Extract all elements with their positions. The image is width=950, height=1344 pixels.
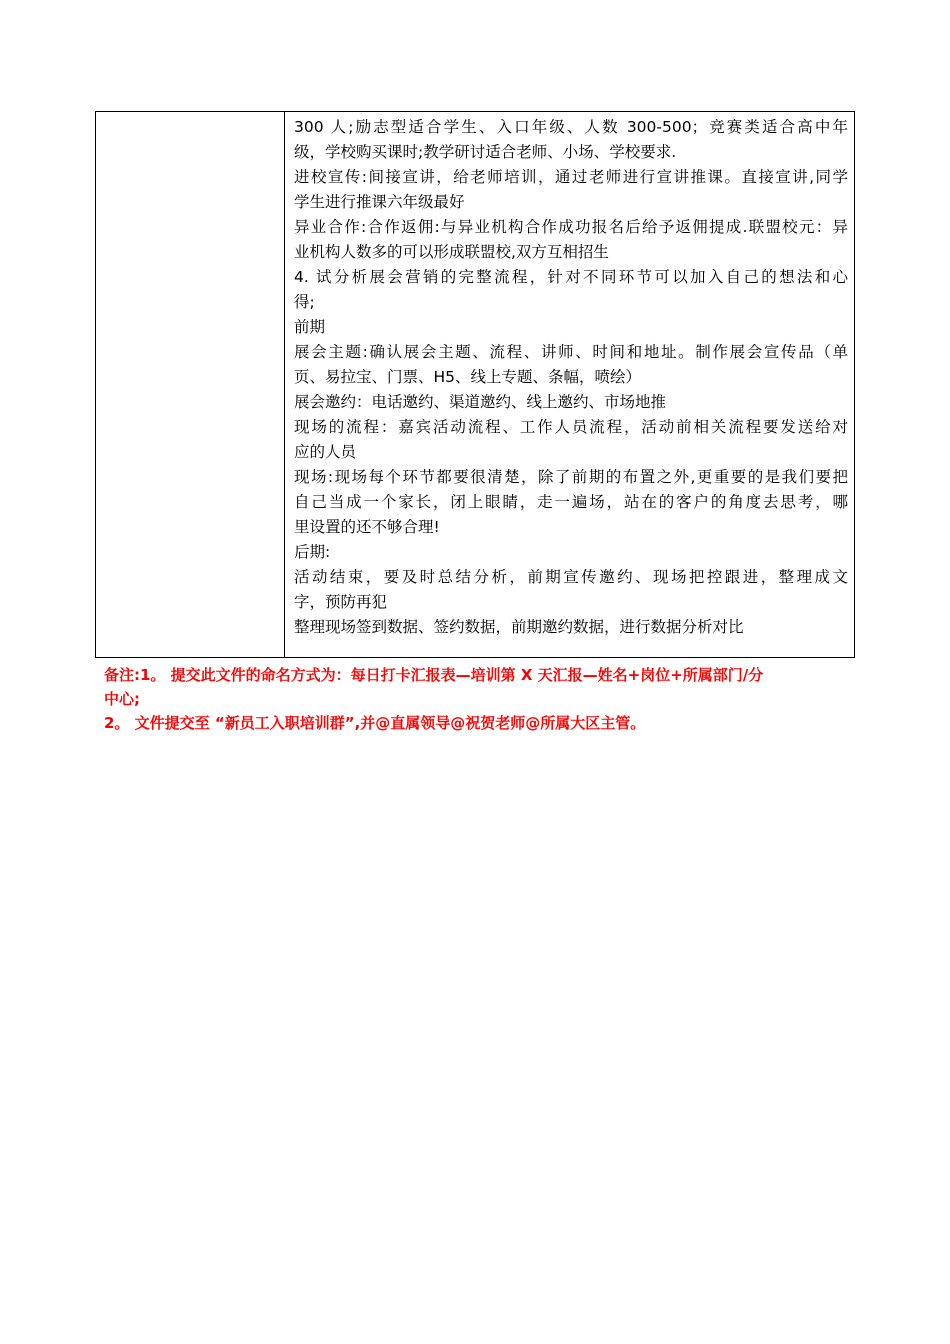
content-line: 前期 bbox=[294, 318, 326, 336]
content-line: 现场的流程：嘉宾活动流程、工作人员流程，活动前相关流程要发送给对 bbox=[294, 418, 848, 436]
note-line-2: 中心; bbox=[104, 690, 140, 708]
content-line: 业机构人数多的可以形成联盟校,双方互相招生 bbox=[294, 243, 609, 261]
table-left-cell bbox=[96, 112, 285, 657]
content-line: 活动结束，要及时总结分析，前期宣传邀约、现场把控跟进，整理成文 bbox=[294, 568, 848, 586]
content-line: 现场:现场每个环节都要很清楚，除了前期的布置之外,更重要的是我们要把 bbox=[294, 468, 848, 486]
content-line: 4. 试分析展会营销的完整流程，针对不同环节可以加入自己的想法和心 bbox=[294, 268, 848, 286]
content-line: 整理现场签到数据、签约数据，前期邀约数据，进行数据分析对比 bbox=[294, 618, 744, 636]
note-line-1: 备注:1。 提交此文件的命名方式为：每日打卡汇报表—培训第 X 天汇报—姓名+岗位+所属部门/分 bbox=[104, 666, 764, 684]
content-line: 里设置的还不够合理! bbox=[294, 518, 440, 536]
content-line: 得; bbox=[294, 293, 315, 311]
content-line: 级，学校购买课时;教学研讨适合老师、小场、学校要求. bbox=[294, 143, 677, 161]
training-report-table bbox=[95, 111, 855, 658]
table-content-cell bbox=[285, 112, 854, 657]
submission-notes bbox=[104, 663, 854, 735]
note-line-3: 2。 文件提交至 “新员工入职培训群”,并@直属领导@祝贺老师@所属大区主管。 bbox=[104, 714, 646, 732]
content-line: 展会邀约：电话邀约、渠道邀约、线上邀约、市场地推 bbox=[294, 393, 667, 411]
content-line: 300 人;励志型适合学生、入口年级、人数 300-500；竞赛类适合高中年 bbox=[294, 118, 848, 136]
content-line: 页、易拉宝、门票、H5、线上专题、条幅，喷绘） bbox=[294, 368, 642, 386]
content-line: 展会主题:确认展会主题、流程、讲师、时间和地址。制作展会宣传品（单 bbox=[294, 343, 848, 361]
content-line: 学生进行推课六年级最好 bbox=[294, 193, 465, 211]
content-line: 字，预防再犯 bbox=[294, 593, 388, 611]
content-line: 进校宣传:间接宣讲，给老师培训，通过老师进行宣讲推课。直接宣讲,同学 bbox=[294, 168, 848, 186]
content-line: 自己当成一个家长，闭上眼睛，走一遍场，站在的客户的角度去思考，哪 bbox=[294, 493, 848, 511]
content-line: 后期: bbox=[294, 543, 331, 561]
content-line: 应的人员 bbox=[294, 443, 357, 461]
content-line: 异业合作:合作返佣:与异业机构合作成功报名后给予返佣提成.联盟校元：异 bbox=[294, 218, 848, 236]
